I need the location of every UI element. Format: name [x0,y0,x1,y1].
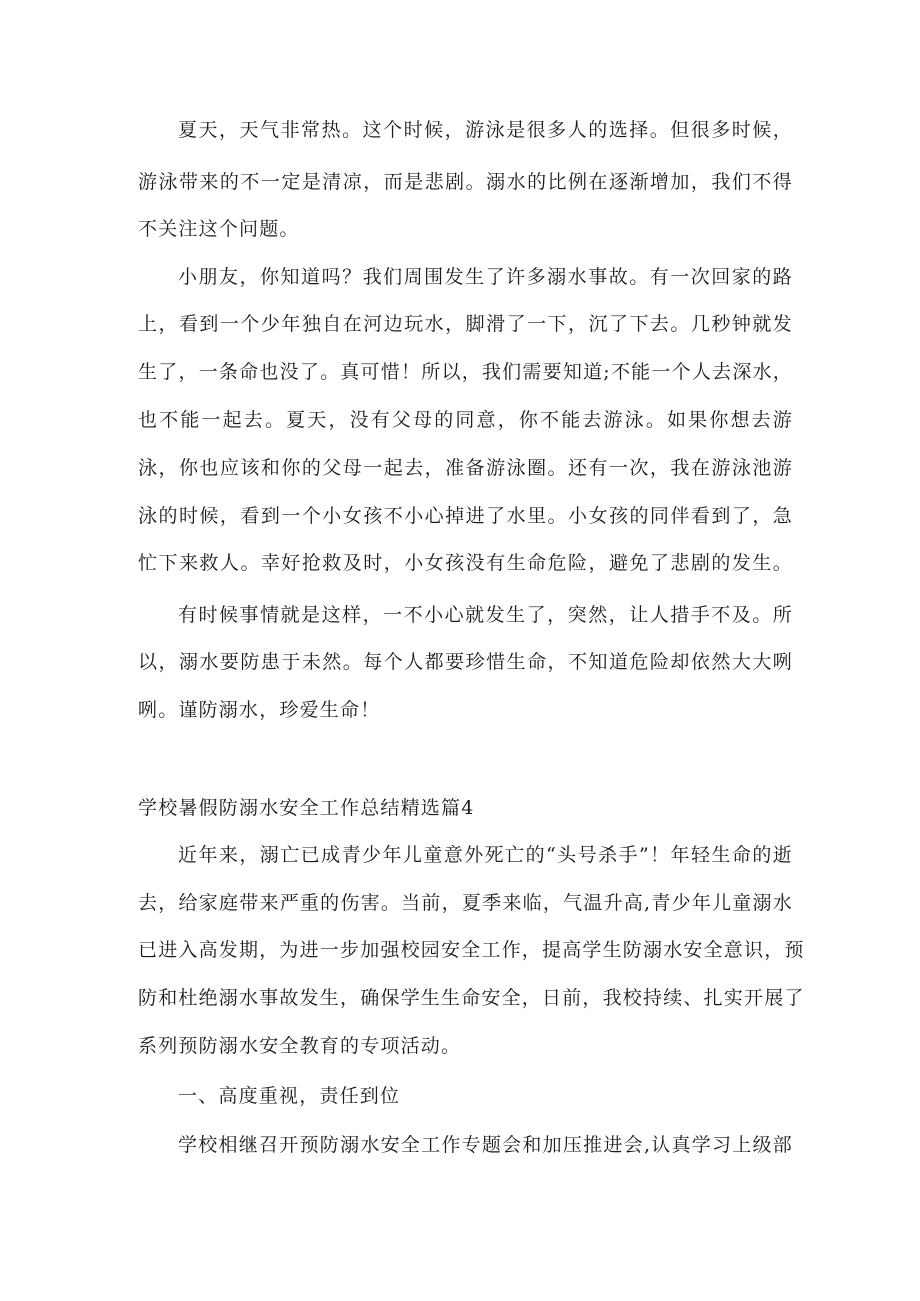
paragraph-2-line-1: 小朋友，你知道吗？我们周围发生了许多溺水事故。有一次回家的路 [178,266,793,288]
paragraph-2-line-3: 生了，一条命也没了。真可惜！所以，我们需要知道;不能一个人去深水， [138,361,793,383]
paragraph-2-line-6: 泳的时候，看到一个小女孩不小心掉进了水里。小女孩的同伴看到了，急 [138,505,793,527]
section-heading: 学校暑假防溺水安全工作总结精选篇4 [138,797,475,819]
paragraph-5-line-1: 学校相继召开预防溺水安全工作专题会和加压推进会,认真学习上级部 [178,1134,793,1156]
subheading-1: 一、高度重视，责任到位 [178,1085,401,1107]
paragraph-1-line-3: 不关注这个问题。 [138,218,300,240]
paragraph-2-line-2: 上，看到一个少年独自在河边玩水，脚滑了一下，沉了下去。几秒钟就发 [138,313,793,335]
paragraph-4-line-2: 去，给家庭带来严重的伤害。当前，夏季来临，气温升高,青少年儿童溺水 [138,892,793,914]
paragraph-1-line-2: 游泳带来的不一定是清凉，而是悲剧。溺水的比例在逐渐增加，我们不得 [138,171,793,193]
paragraph-3-line-2: 以，溺水要防患于未然。每个人都要珍惜生命，不知道危险却依然大大咧 [138,651,793,673]
paragraph-1-line-1: 夏天，天气非常热。这个时候，游泳是很多人的选择。但很多时候， [178,119,793,141]
paragraph-4-line-5: 系列预防溺水安全教育的专项活动。 [138,1035,462,1057]
paragraph-2-line-5: 泳，你也应该和你的父母一起去，准备游泳圈。还有一次，我在游泳池游 [138,457,793,479]
paragraph-2-line-7: 忙下来救人。幸好抢救及时，小女孩没有生命危险，避免了悲剧的发生。 [138,552,793,574]
paragraph-4-line-3: 已进入高发期，为进一步加强校园安全工作，提高学生防溺水安全意识，预 [138,939,805,961]
paragraph-2-line-4: 也不能一起去。夏天，没有父母的同意，你不能去游泳。如果你想去游 [138,409,793,431]
paragraph-3-line-3: 咧。谨防溺水，珍爱生命！ [138,699,381,721]
paragraph-3-line-1: 有时候事情就是这样，一不小心就发生了，突然，让人措手不及。所 [178,604,793,626]
paragraph-4-line-1: 近年来，溺亡已成青少年儿童意外死亡的“头号杀手”！年轻生命的逝 [178,844,793,866]
paragraph-4-line-4: 防和杜绝溺水事故发生，确保学生生命安全，日前，我校持续、扎实开展了 [138,987,805,1009]
